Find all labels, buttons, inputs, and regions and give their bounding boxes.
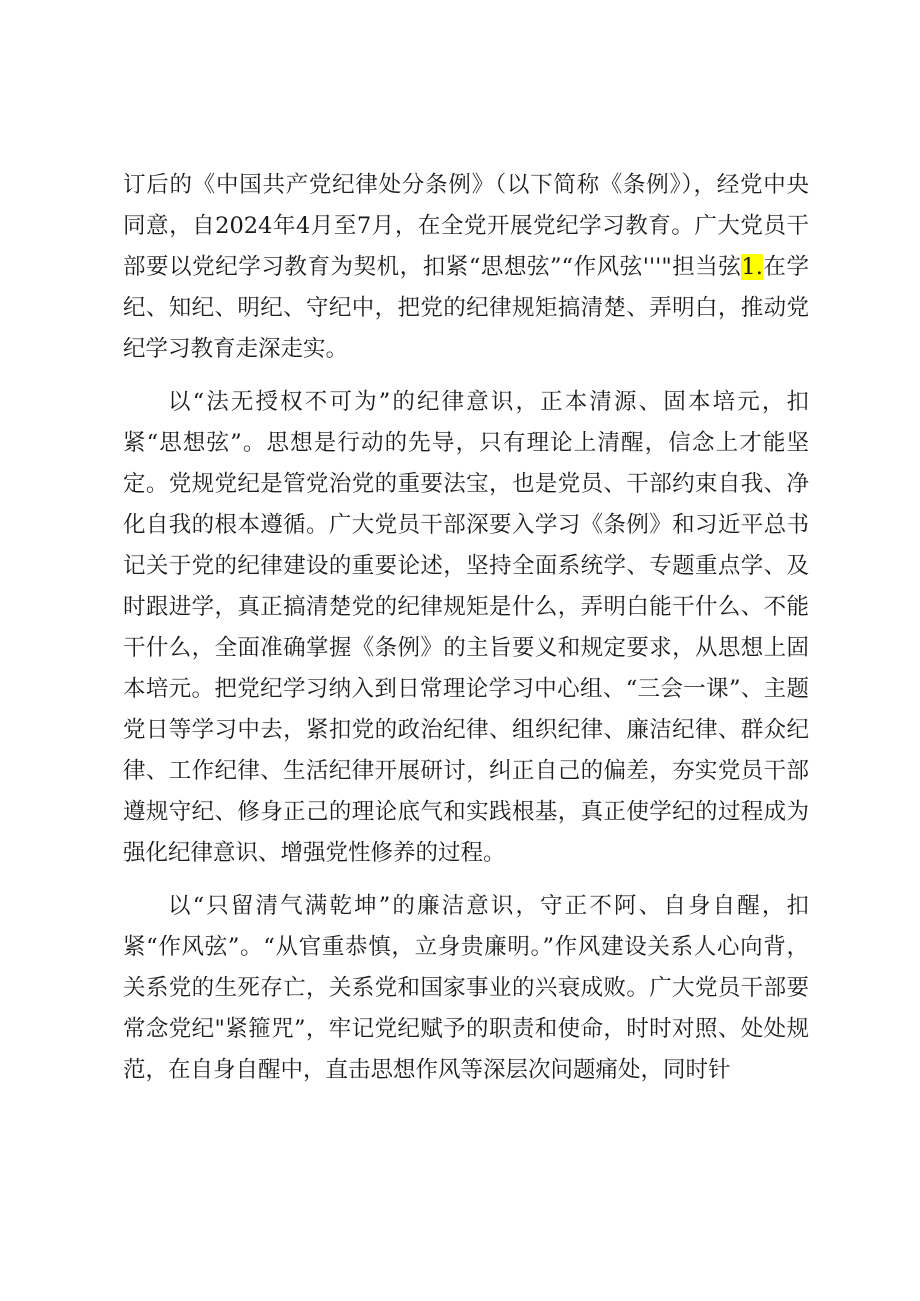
- document-body: [123, 165, 809, 1091]
- paragraph-3: 以“只留清气满乾坤”的廉洁意识，守正不阿、自身自醒，扣紧“作风弦”。“从官重恭慎，立身贵廉明。”作风建设关系人心向背，关系党的生死存亡，关系党和国家事业的兴衰成败。广大党员干部要常念党纪"紧箍咒”，牢记党纪赋予的职责和使命，时时对照、处处规范，在自身自醒中，直击思想作风等深层次问题痛处，同时针: [123, 893, 809, 1083]
- paragraph-1-text-continued: 在学纪、知纪、明纪、守纪中，把党的纪律规矩搞清楚、弄明白，推动党纪学习教育走深走实。: [123, 254, 809, 362]
- paragraph-2: 以“法无授权不可为”的纪律意识，正本清源、固本培元，扣紧“思想弦”。思想是行动的先导，只有理论上清醒，信念上才能坚定。党规党纪是管党治党的重要法宝，也是党员、干部约束自我、净化自我的根本遵循。广大党员干部深要入学习《条例》和习近平总书记关于党的纪律建设的重要论述，坚持全面系统学、专题重点学、及时跟进学，真正搞清楚党的纪律规矩是什么，弄明白能干什么、不能干什么，全面准确掌握《条例》的主旨要义和规定要求，从思想上固本培元。把党纪学习纳入到日常理论学习中心组、“三会一课”、主题党日等学习中去，紧扣党的政治纪律、组织纪律、廉洁纪律、群众纪律、工作纪律、生活纪律开展研讨，纠正自己的偏差，夯实党员干部遵规守纪、修身正己的理论底气和实践根基，真正使学纪的过程成为强化纪律意识、增强党性修养的过程。: [123, 389, 809, 866]
- paragraph-1-text: 订后的《中国共产党纪律处分条例》（以下简称《条例》），经党中央同意，自2024年4月至7月，在全党开展党纪学习教育。广大党员干部要以党纪学习教育为契机，扣紧“思想弦”“作风弦'''"担当弦: [123, 172, 809, 280]
- highlighted-marker: 1.: [741, 254, 763, 280]
- paragraph-1: [123, 165, 809, 370]
